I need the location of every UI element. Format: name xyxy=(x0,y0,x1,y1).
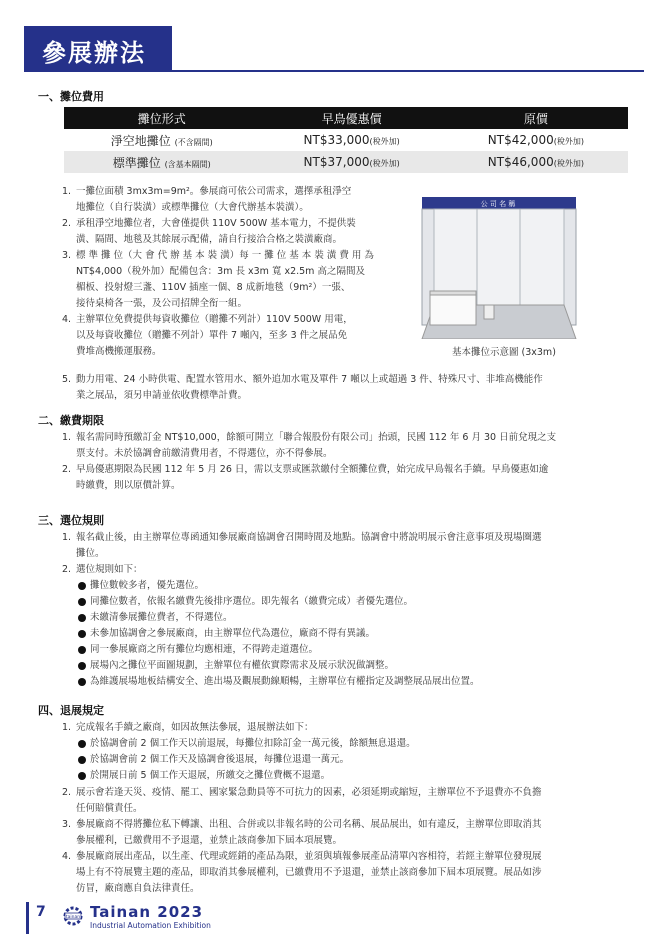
bullet-text: 未繳清參展攤位費者，不得選位。 xyxy=(90,612,233,623)
list-number: 2. xyxy=(62,564,72,575)
list-item xyxy=(62,849,642,897)
list-text-line: 場上有不符展覽主題的產品，即取消其參展權利，已繳費用不予退還，並禁止該商參加下屆本項展覽。展品如涉 xyxy=(76,867,542,878)
bullet-text: 同一參展廠商之所有攤位均應相連，不得跨走道選位。 xyxy=(90,644,319,655)
list-number: 1. xyxy=(62,532,72,543)
list-text-line: 任何賠償責任。 xyxy=(76,803,143,814)
page-title: 參展辦法 xyxy=(42,39,146,67)
booth-type: 淨空地攤位 xyxy=(110,133,171,148)
list-item xyxy=(62,372,642,404)
selection-bullets xyxy=(76,578,642,690)
list-item xyxy=(62,530,642,562)
list-text-line: 楣板、投射燈三盞、110V 插座一個、8 成新地毯（9m²）一張、 xyxy=(76,282,351,293)
bullet-dot-icon xyxy=(78,630,86,638)
table-cell xyxy=(444,129,628,151)
list-text-line: 承租淨空地攤位者，大會僅提供 110V 500W 基本電力，不提供裝 xyxy=(76,218,356,229)
bullet-dot-icon xyxy=(78,756,86,764)
list-text-line: 一攤位面積 3mx3m=9m²。參展商可依公司需求，選擇承租淨空 xyxy=(76,186,352,197)
withdrawal-bullets xyxy=(76,736,642,784)
bullet-item xyxy=(76,674,642,690)
bullet-item xyxy=(76,642,642,658)
price-note: (稅外加) xyxy=(553,137,584,146)
list-number: 4. xyxy=(62,851,72,862)
withdrawal-rules-list xyxy=(62,785,642,897)
bullet-dot-icon xyxy=(78,582,86,590)
list-text: 完成報名手續之廠商，如因故無法參展，退展辦法如下： xyxy=(76,722,314,733)
list-text-line: 費堆高機搬運服務。 xyxy=(76,346,162,357)
section-heading-fees: 一、攤位費用 xyxy=(38,90,104,103)
early-price: NT$33,000 xyxy=(303,133,370,147)
brand-title: Tainan 2023 xyxy=(90,903,204,921)
bullet-text: 同攤位數者，依報名繳費先後排序選位。即先報名（繳費完成）者優先選位。 xyxy=(90,596,414,607)
list-text-line: 參展廠商不得將攤位私下轉讓、出租、合併或以非報名時的公司名稱、展品展出，如有違反，主辦單位即取消其 xyxy=(76,819,542,830)
list-number: 3. xyxy=(62,250,72,261)
bullet-item xyxy=(76,736,642,752)
list-text-line: 標 準 攤 位（大 會 代 辦 基 本 裝 潢）每 一 攤 位 基 本 裝 潢 費 用 為 xyxy=(76,250,374,261)
list-item xyxy=(62,430,642,462)
selection-rules-list xyxy=(62,530,642,578)
early-price-note: (稅外加) xyxy=(369,137,400,146)
table-cell xyxy=(444,151,628,173)
list-text-line: 攤位。 xyxy=(76,548,105,559)
list-item xyxy=(62,562,642,578)
section-heading-payment: 二、繳費期限 xyxy=(38,414,104,427)
booth-sign-text: 公 司 名 稱 xyxy=(480,200,516,208)
list-text-line: 動力用電、24 小時供電、配置水管用水、額外追加水電及單件 7 噸以上或超過 3 件、特殊尺寸、非堆高機能作 xyxy=(76,374,543,385)
bullet-item xyxy=(76,578,642,594)
list-text-line: 業之展品，須另申請並依收費標準計費。 xyxy=(76,390,248,401)
header-booth-type: 攤位形式 xyxy=(64,107,260,129)
bullet-dot-icon xyxy=(78,740,86,748)
list-number: 5. xyxy=(62,374,72,385)
gear-logo-icon xyxy=(62,905,84,927)
list-number: 2. xyxy=(62,464,72,475)
section-heading-withdrawal: 四、退展規定 xyxy=(38,704,104,717)
booth-type: 標準攤位 xyxy=(112,155,161,170)
bullet-text: 於協調會前 2 個工作天及協調會後退展，每攤位退還一萬元。 xyxy=(90,754,350,765)
bullet-text: 為維護展場地板結構安全、進出場及觀展動線順暢，主辦單位有權指定及調整展品展出位置。 xyxy=(90,676,480,687)
bullet-item xyxy=(76,610,642,626)
list-text-line: 早鳥優惠期限為民國 112 年 5 月 26 日，需以支票或匯款繳付全額攤位費，始完成早鳥報名手續。早鳥優惠如逾 xyxy=(76,464,549,475)
booth-type-note: (含基本隔間) xyxy=(164,159,211,169)
section-heading-selection: 三、選位規則 xyxy=(38,514,104,527)
list-text-line: 接待桌椅各一張，及公司招牌全衔一組。 xyxy=(76,298,248,309)
list-number: 1. xyxy=(62,432,72,443)
withdrawal-intro xyxy=(62,720,642,736)
fee-table xyxy=(64,107,628,173)
list-item xyxy=(62,312,418,360)
table-cell xyxy=(260,129,444,151)
list-item xyxy=(62,785,642,817)
price-note: (稅外加) xyxy=(553,159,584,168)
page-number: 7 xyxy=(36,904,46,920)
bullet-text: 未參加協調會之參展廠商，由主辦單位代為選位，廠商不得有異議。 xyxy=(90,628,376,639)
bullet-item xyxy=(76,768,642,784)
list-text-line: 時繳費，則以原價計算。 xyxy=(76,480,181,491)
list-text-line: 選位規則如下： xyxy=(76,564,143,575)
list-item xyxy=(62,462,642,494)
list-item xyxy=(62,248,418,312)
bullet-dot-icon xyxy=(78,614,86,622)
fee-rules-list xyxy=(62,184,418,360)
list-number: 4. xyxy=(62,314,72,325)
list-text-line: NT$4,000（稅外加）配備包含：3m 長 x3m 寬 x2.5m 高之隔間及 xyxy=(76,266,365,277)
booth-illustration xyxy=(420,195,578,339)
booth-type-note: (不含隔間) xyxy=(174,137,213,147)
bullet-text: 攤位數較多者，優先選位。 xyxy=(90,580,205,591)
payment-rules-list xyxy=(62,430,642,494)
table-row xyxy=(64,151,628,173)
list-text-line: 參展廠商展出產品，以生產、代理或經銷的產品為限，並須與填報參展產品清單內容相符，若經主辦單位發現展 xyxy=(76,851,542,862)
list-number: 3. xyxy=(62,819,72,830)
bullet-text: 於協調會前 2 個工作天以前退展，每攤位扣除訂金一萬元後，餘額無息退還。 xyxy=(90,738,416,749)
bullet-dot-icon xyxy=(78,598,86,606)
early-price-note: (稅外加) xyxy=(369,159,400,168)
list-text-line: 票支付。未於協調會前繳清費用者，不得選位，亦不得參展。 xyxy=(76,448,333,459)
list-number: 1. xyxy=(62,722,72,733)
bullet-dot-icon xyxy=(78,772,86,780)
list-item xyxy=(62,720,642,736)
bullet-item xyxy=(76,752,642,768)
list-text-line: 報名需同時預繳訂金 NT$10,000，餘額可開立「聯合報股份有限公司」抬頭，民國 112 年 6 月 30 日前兌現之支 xyxy=(76,432,557,443)
list-text-line: 報名截止後，由主辦單位專函通知參展廠商協調會召開時間及地點。協調會中將說明展示會注意事項及現場圈選 xyxy=(76,532,542,543)
list-text-line: 潢、隔間、地毯及其餘展示配備，請自行接洽合格之裝潢廠商。 xyxy=(76,234,343,245)
bullet-item xyxy=(76,626,642,642)
page-title-bar xyxy=(24,26,172,72)
table-row xyxy=(64,129,628,151)
list-text-line: 參展權利，已繳費用不予退還，並禁止該商參加下屆本項展覽。 xyxy=(76,835,343,846)
header-price: 原價 xyxy=(444,107,628,129)
table-cell xyxy=(260,151,444,173)
list-item xyxy=(62,184,418,216)
list-text-line: 展示會若逢天災、疫情、罷工、國家緊急動員等不可抗力的因素，必須延期或縮短，主辦單位不予退費亦不負擔 xyxy=(76,787,542,798)
list-text-line: 主辦單位免費提供每資收攤位（贈攤不列計）110V 500W 用電， xyxy=(76,314,353,325)
bullet-dot-icon xyxy=(78,646,86,654)
list-text-line: 仿冒，廠商應自負法律責任。 xyxy=(76,883,200,894)
title-rule xyxy=(172,70,644,72)
brand-subtitle: Industrial Automation Exhibition xyxy=(90,921,211,930)
list-number: 2. xyxy=(62,218,72,229)
footer-accent-bar xyxy=(26,902,29,934)
header-early-price: 早鳥優惠價 xyxy=(260,107,444,129)
bullet-text: 展場內之攤位平面圖規劃，主辦單位有權依實際需求及展示狀況做調整。 xyxy=(90,660,395,671)
list-item xyxy=(62,817,642,849)
table-cell xyxy=(64,151,260,173)
early-price: NT$37,000 xyxy=(303,155,370,169)
fee-table-header xyxy=(64,107,628,129)
bullet-item xyxy=(76,594,642,610)
booth-caption: 基本攤位示意圖 (3x3m) xyxy=(452,347,556,358)
list-item xyxy=(62,216,418,248)
logo-text: tainan xyxy=(65,915,81,920)
bullet-text: 於開展日前 5 個工作天退展，所繳交之攤位費概不退還。 xyxy=(90,770,331,781)
bullet-dot-icon xyxy=(78,678,86,686)
price: NT$46,000 xyxy=(487,155,554,169)
table-cell xyxy=(64,129,260,151)
list-number: 1. xyxy=(62,186,72,197)
bullet-dot-icon xyxy=(78,662,86,670)
list-text-line: 以及每資收攤位（贈攤不列計）單件 7 噸內，至多 3 件之展品免 xyxy=(76,330,348,341)
list-number: 2. xyxy=(62,787,72,798)
list-text-line: 地攤位（自行裝潢）或標準攤位（大會代辦基本裝潢）。 xyxy=(76,202,309,213)
price: NT$42,000 xyxy=(487,133,554,147)
fee-rules-list-extra xyxy=(62,372,642,404)
bullet-item xyxy=(76,658,642,674)
